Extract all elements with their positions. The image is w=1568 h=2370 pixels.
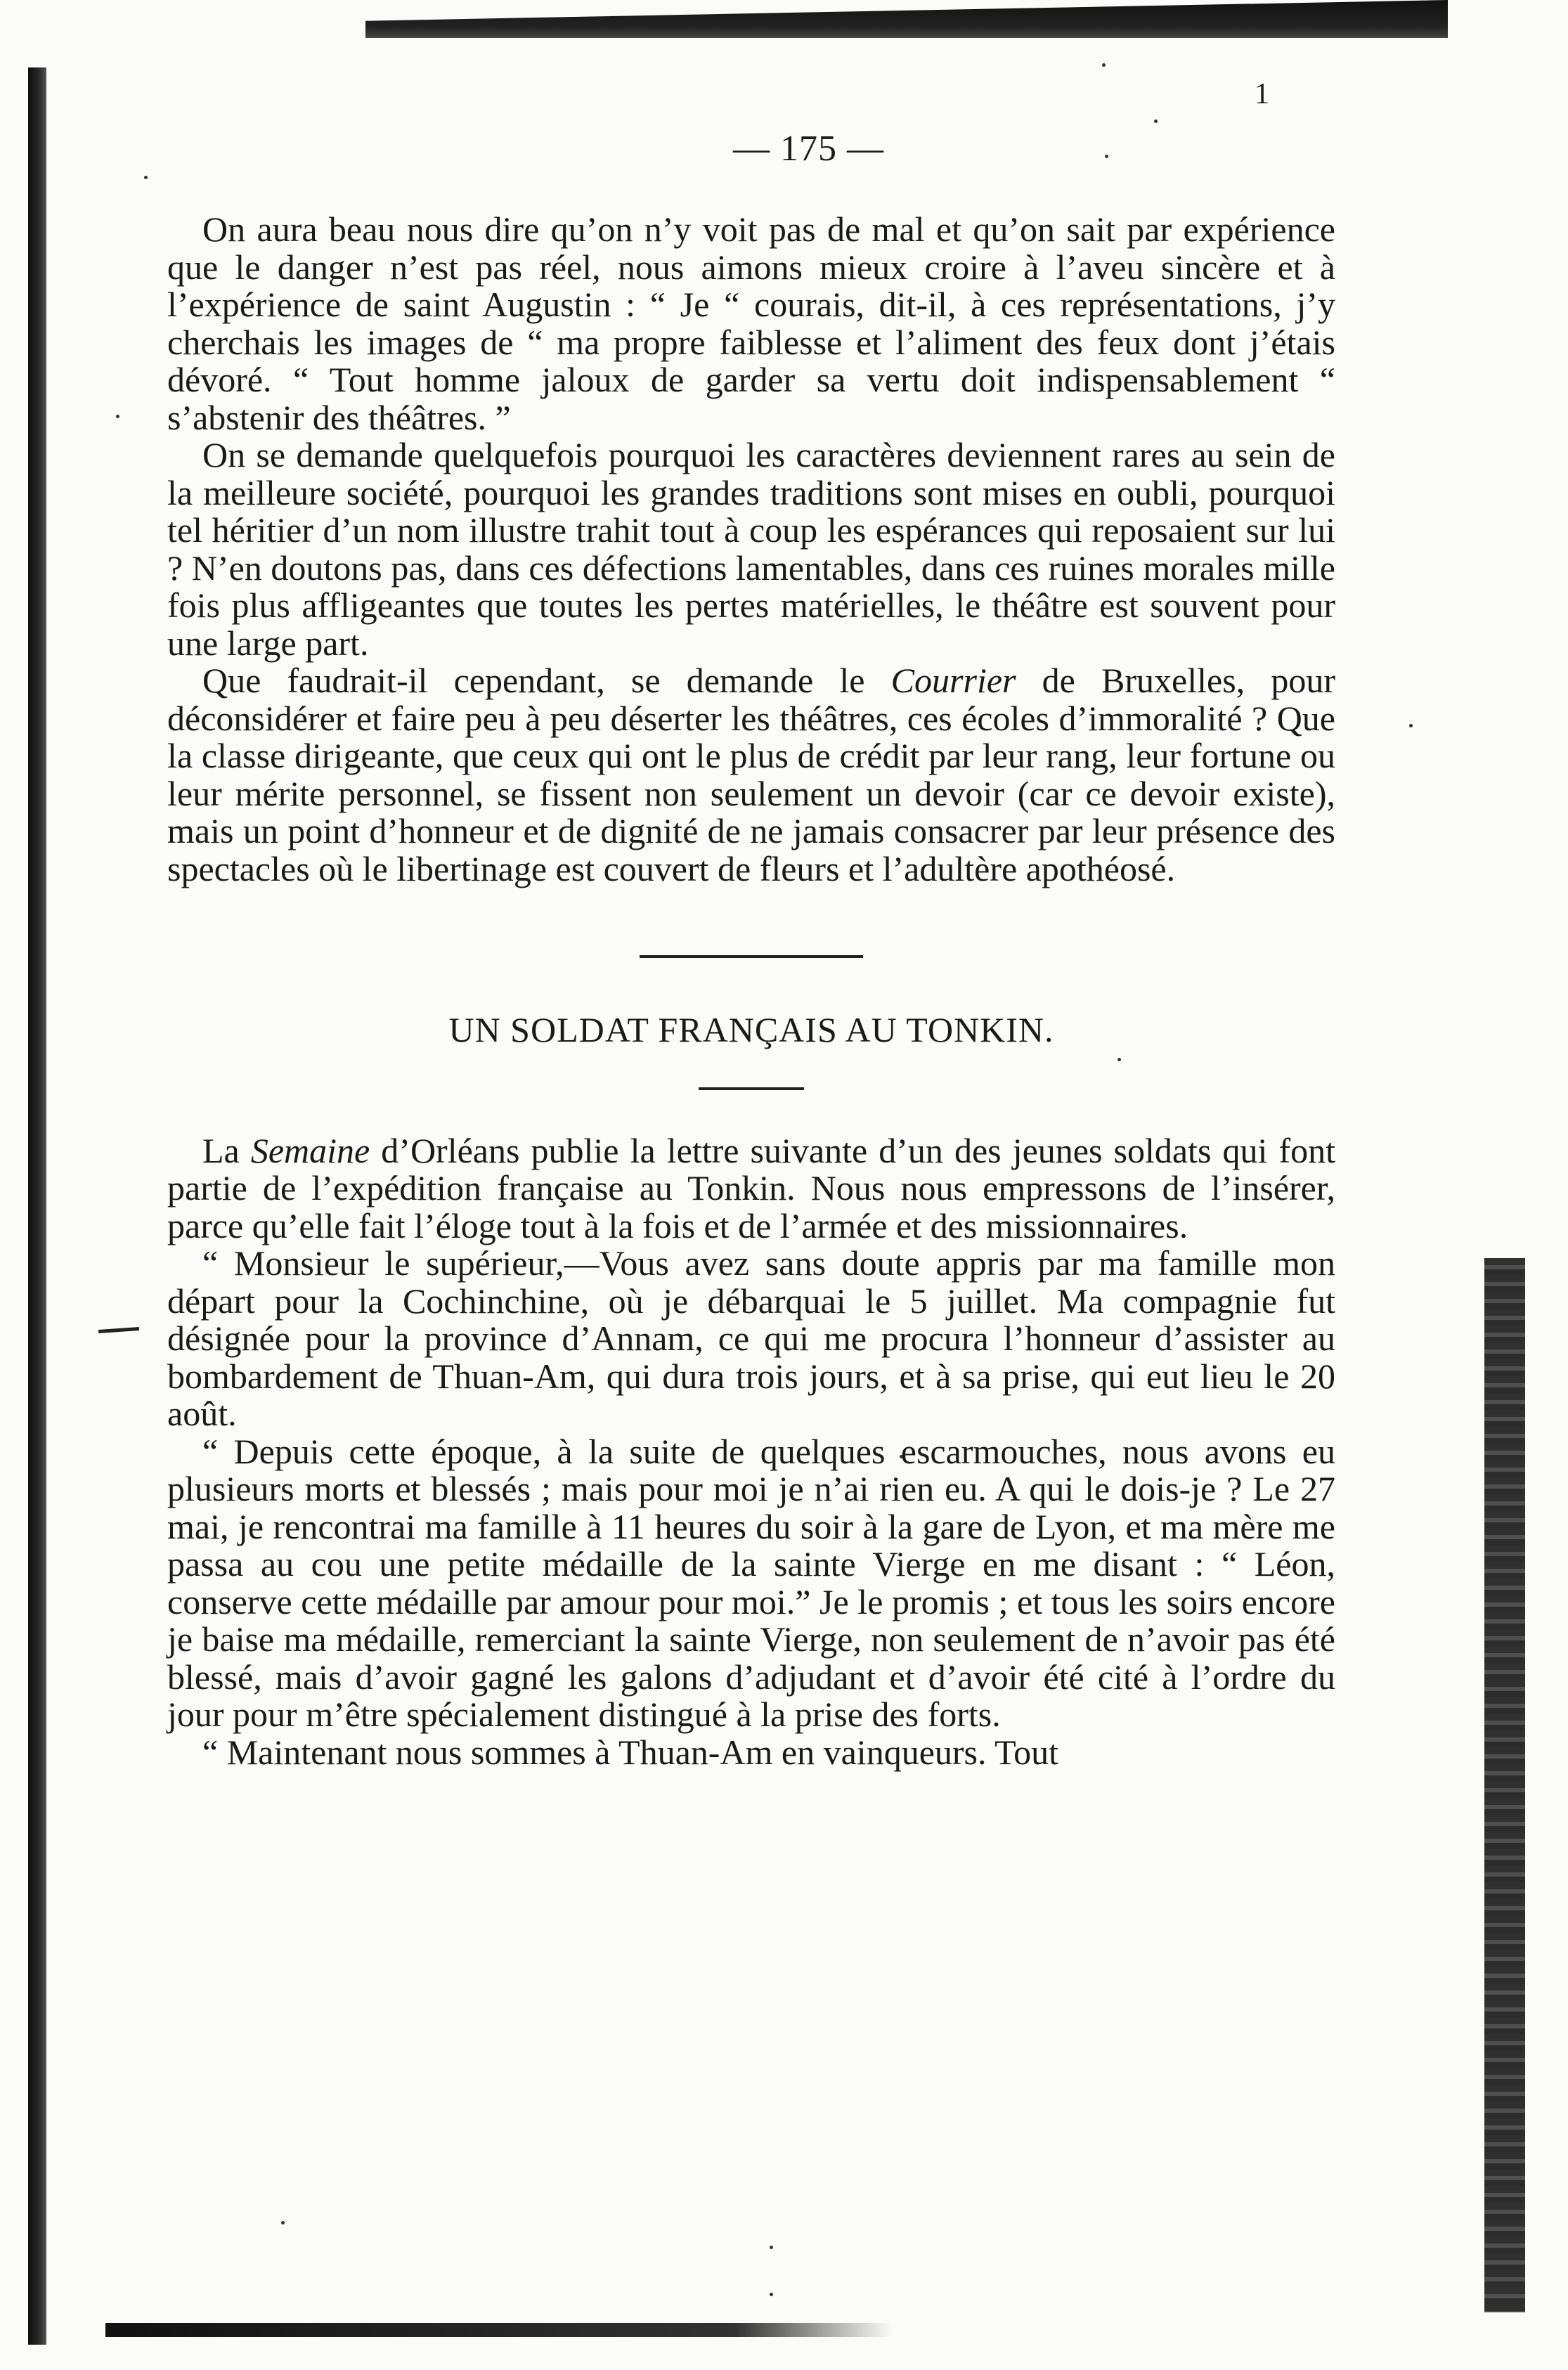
paragraph: “ Maintenant nous sommes à Thuan-Am en vainqueurs. Tout — [202, 1732, 1059, 1772]
speck — [1154, 119, 1158, 123]
scan-edge-top — [365, 0, 1448, 38]
speck — [1409, 724, 1413, 727]
page-number-text: — 175 — — [733, 129, 884, 169]
speck — [1102, 63, 1106, 67]
paragraph: “ Depuis cette époque, à la suite de quelques escarmouches, nous avons eu plusieurs morts et blessés ; mais pour moi je n’ai rien eu. A qui le dois-je ? Le 27 mai, je rencontrai ma famille à 11 heures du soir à la gare de Lyon, et ma mère me passa au cou une petite médaille de la sainte Vierge en me disant : “ Léon, conserve cette médaille par amour pour moi.” Je le promis ; et tous les soirs encore je baise ma médaille, remerciant la sainte Vierge, non seulement de n’avoir pas été blessé, mais d’avoir gagné les galons d’adjudant et d’avoir été cité à l’ordre du jour pour m’être spécialement distingué à la prise des forts. — [167, 1431, 1335, 1734]
scan-edge-left — [28, 67, 46, 2345]
section-title: UN SOLDAT FRANÇAIS AU TONKIN. — [448, 1010, 1054, 1049]
paragraph: “ Monsieur le supérieur,—Vous avez sans doute appris par ma famille mon départ pour la Cochinchine, où je débarquai le 5 juillet. Ma compagnie fut désignée pour la province d’Annam, ce qui me procura l’honneur d’assister au bombardement de Thuan-Am, qui dura trois jours, et à sa prise, qui eut lieu le 20 août. — [167, 1243, 1335, 1433]
paragraph: On se demande quelquefois pourquoi les caractères deviennent rares au sein de la meilleure société, pourquoi les grandes traditions sont mises en oubli, pourquoi tel héritier d’un nom illustre trahit tout à coup les espérances qui reposaient sur lui ? N’en doutons pas, dans ces défections lamentables, dans ces ruines morales mille fois plus affligeantes que toutes les pertes matérielles, le théâtre est souvent pour une large part. — [167, 435, 1335, 663]
corner-mark: 1 — [1255, 78, 1269, 110]
scan-edge-right — [1484, 1258, 1525, 2312]
speck — [770, 2293, 773, 2296]
text-run: de Bruxelles, pour déconsidérer et faire peu à peu déserter les théâtres, ces écoles d’immoralité ? Que la classe dirigeante, que ceux qui ont le plus de crédit par leur rang, leur fortune ou leur mérite personnel, se fissent non seulement un devoir (car ce devoir existe), mais un point d’honneur et de dignité de ne jamais consacrer par leur présence des spectacles où le libertinage est couvert de fleurs et l’adultère apothéosé. — [167, 661, 1336, 888]
italic-title: Courrier — [890, 661, 1016, 700]
text-run: Que faudrait-il cependant, se demande le — [202, 661, 891, 700]
scan-edge-bottom — [105, 2323, 893, 2337]
paragraph — [167, 1132, 1335, 1245]
paragraph — [167, 662, 1335, 888]
speck — [116, 415, 119, 418]
text-run: d’Orléans publie la lettre suivante d’un des jeunes soldats qui font partie de l’expédition française au Tonkin. Nous nous empressons de l’insérer, parce qu’elle fait l’éloge tout à la fois et de l’armée et des missionnaires. — [167, 1130, 1336, 1245]
speck — [770, 2246, 773, 2249]
page-number — [0, 128, 1568, 169]
italic-title: Semaine — [250, 1130, 370, 1170]
section-rule-top — [640, 955, 863, 958]
speck — [281, 2221, 285, 2225]
body-text — [167, 211, 1335, 1771]
paragraph: On aura beau nous dire qu’on n’y voit pas de mal et qu’on sait par expérience que le danger n’est pas réel, nous aimons mieux croire à l’aveu sincère et à l’expérience de saint Augustin : “ Je “ courais, dit-il, à ces représentations, j’y cherchais les images de “ ma propre faiblesse et l’aliment des feux dont j’étais dévoré. “ Tout homme jaloux de garder sa vertu doit indispensablement “ s’abstenir des théâtres. ” — [167, 209, 1335, 437]
text-run: La — [202, 1130, 251, 1170]
speck — [144, 176, 148, 179]
margin-mark — [98, 1327, 139, 1333]
section-rule-bottom — [699, 1087, 804, 1090]
